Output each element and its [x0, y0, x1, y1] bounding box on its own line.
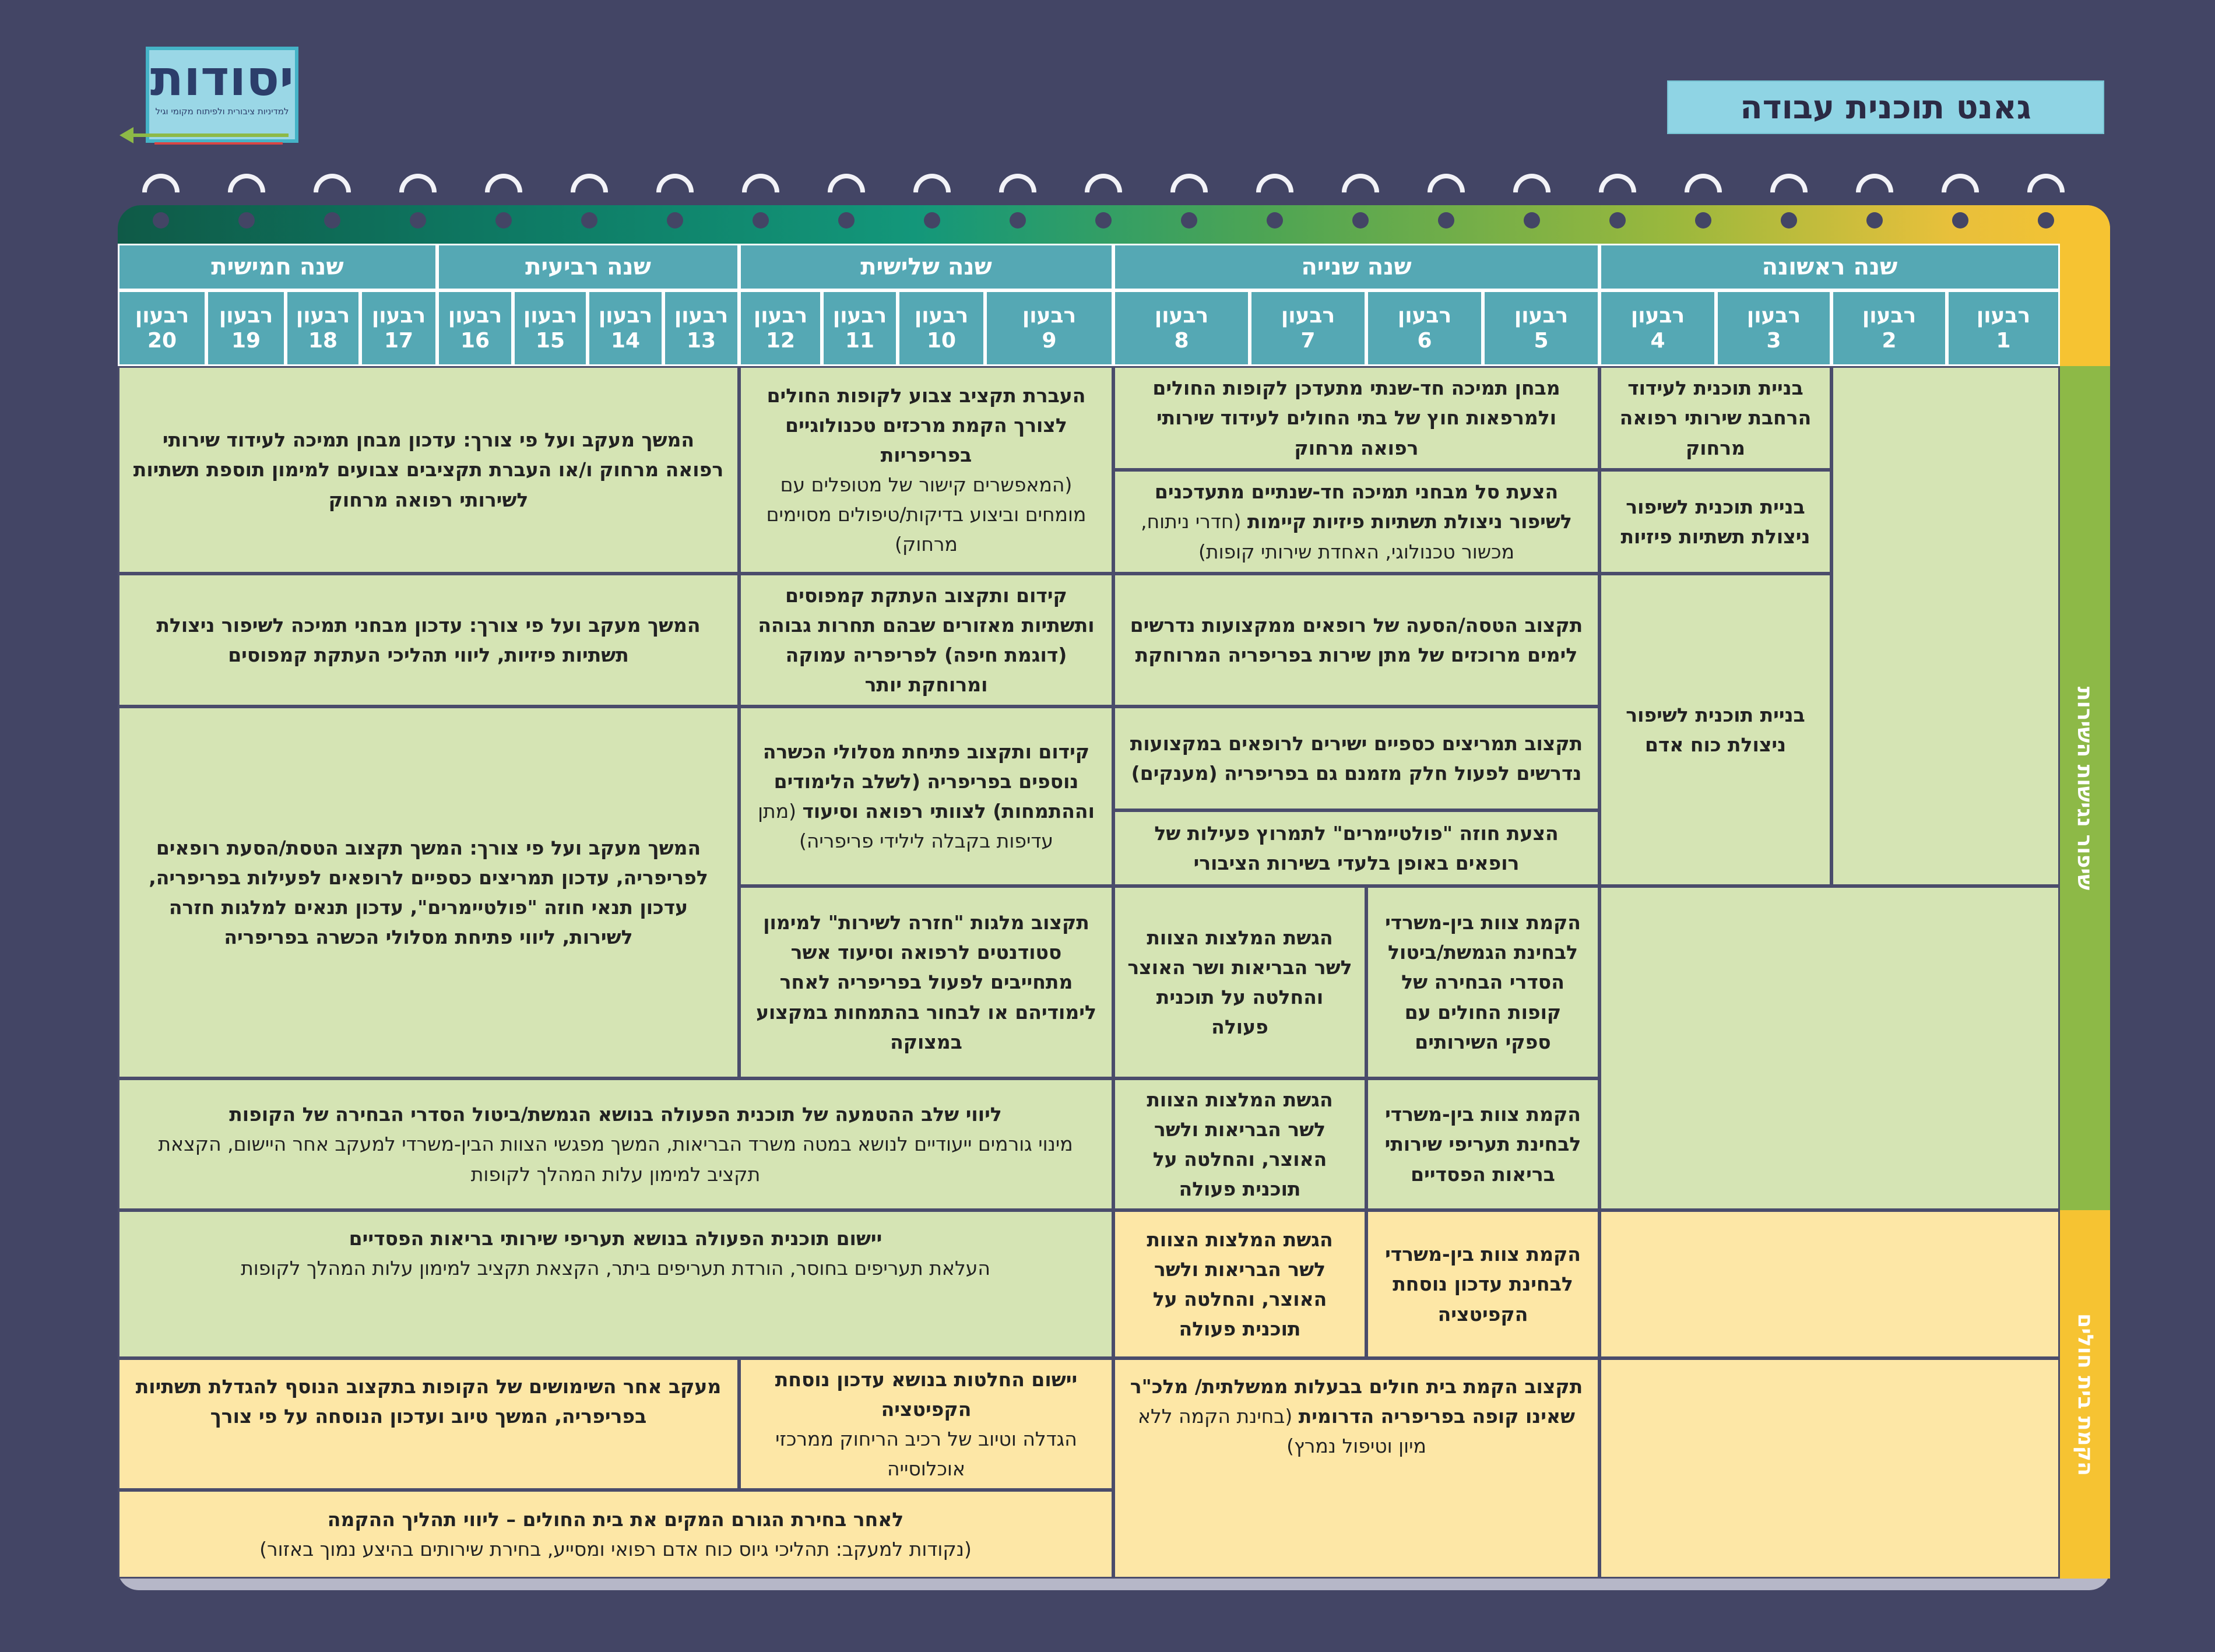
binder-hole-icon	[1609, 212, 1626, 229]
binder-hole-icon	[1695, 212, 1711, 229]
gantt-task: הקמת צוות בין-משרדי לבחינת הגמשת/ביטול הסדרי הבחירה של קופות החולים עם ספקי השירותים	[1366, 886, 1599, 1078]
quarter-label: רבעון	[598, 303, 653, 328]
quarter-number: 12	[765, 329, 796, 353]
quarter-label: רבעון	[914, 303, 969, 328]
quarter-number: 6	[1417, 329, 1432, 353]
gantt-task: ליווי שלב ההטמעה של תוכנית הפעולה בנושא הגמשת/ביטול הסדרי הבחירה של הקופות מינוי גורמים ייעודיים לנושא במטה משרד הבריאות, המשך מפגשי הצוות הבין-משרדי למעקב אחר היישום, הקצאת תקציב למימון עלות המהלך לקופות	[118, 1078, 1113, 1210]
quarter-header-15	[513, 290, 588, 366]
quarter-number: 15	[535, 329, 565, 353]
year-1-header: שנה ראשונה	[1599, 244, 2060, 290]
binder-hole-icon	[238, 212, 255, 229]
quarter-number: 4	[1650, 329, 1665, 353]
quarter-number: 2	[1882, 329, 1897, 353]
quarter-label: רבעון	[135, 303, 189, 328]
gantt-task: הקמת צוות בין-משרדי לבחינת עדכון נוסחת הקפיטציה	[1366, 1210, 1599, 1358]
quarter-number: 19	[231, 329, 261, 353]
gantt-task: יישום החלטות בנושא עדכון נוסחת הקפיטציה הגדלה וטיוב של רכיב הריחוק ממרכזי אוכלוסייה	[739, 1358, 1113, 1490]
gantt-task: הגשת המלצות הצוות לשר הבריאות ולשר האוצר, והחלטה על תוכנית פעולה	[1113, 1210, 1366, 1358]
quarter-header-17	[360, 290, 437, 366]
binder-hole-icon	[324, 212, 340, 229]
binder-hole-icon	[838, 212, 855, 229]
gantt-task: המשך מעקב ועל פי צורך: עדכון מבחן תמיכה לעידוד שירותי רפואה מרחוק ו/או העברת תקציבים צבועים למימון תוספת תשתיות לשירותי רפואה מרחוק	[118, 366, 739, 574]
gantt-task: תקצוב הקמת בית חולים בבעלות ממשלתית/ מלכ"ר שאינו קופה בפריפריה הדרומית (בחינת הקמה ללא מיון וטיפול נמרץ)	[1113, 1358, 1599, 1579]
binder-hole-icon	[1010, 212, 1026, 229]
quarter-header-4	[1599, 290, 1716, 366]
quarter-label: רבעון	[753, 303, 808, 328]
quarter-number: 10	[926, 329, 957, 353]
binder-hole-icon	[924, 212, 940, 229]
quarter-label: רבעון	[1281, 303, 1335, 328]
quarter-label: רבעון	[1514, 303, 1569, 328]
quarter-header-1	[1947, 290, 2060, 366]
quarter-header-18	[286, 290, 360, 366]
section-label-hospital: הקמת בית חולים	[2060, 1210, 2110, 1579]
quarter-label: רבעון	[1630, 303, 1685, 328]
quarter-number: 11	[845, 329, 875, 353]
quarter-header-13	[663, 290, 739, 366]
quarter-label: רבעון	[1397, 303, 1452, 328]
quarter-header-20	[118, 290, 206, 366]
logo: יסודות	[150, 50, 294, 107]
quarter-number: 16	[460, 329, 490, 353]
gantt-task: לאחר בחירת הגורם המקים את בית החולים – ליווי תהליך ההקמה (נקודות למעקב: תהליכי גיוס כוח אדם רפואי ומסייע, בחירת שירותים בהיצע נמוך באזור)	[118, 1490, 1113, 1579]
quarter-number: 5	[1534, 329, 1549, 353]
gantt-task: העברת תקציב צבוע לקופות החולים לצורך הקמת מרכזים טכנולוגיים בפריפריות (המאפשרים קישור של מטופלים עם מומחים וביצוע בדיקות/טיפולים מסוימים מרחוק)	[739, 366, 1113, 574]
page-title: גאנט תוכנית עבודה	[1667, 80, 2104, 134]
empty-cell	[1599, 886, 2060, 1210]
quarter-header-7	[1250, 290, 1366, 366]
gantt-task: המשך מעקב ועל פי צורך: המשך תקצוב הטסת/הסעת רופאים לפריפריה, עדכון תמריצים כספיים לרופאים לפעילות בפריפריה, עדכון תנאי חוזה "פולטיימרים", עדכון תנאים למלגות חזרה לשירות, ליווי פתיחת מסלולי הכשרה בפריפריה	[118, 707, 739, 1078]
binder-hole-icon	[581, 212, 597, 229]
quarter-number: 18	[308, 329, 338, 353]
binder-hole-icon	[410, 212, 426, 229]
quarter-header-2	[1831, 290, 1947, 366]
empty-cell	[1831, 366, 2060, 886]
quarter-number: 14	[610, 329, 641, 353]
quarter-label: רבעון	[219, 303, 273, 328]
quarter-label: רבעון	[448, 303, 502, 328]
binder-hole-icon	[1438, 212, 1454, 229]
quarter-label: רבעון	[1022, 303, 1077, 328]
quarter-label: רבעון	[296, 303, 350, 328]
year-4-header: שנה רביעית	[437, 244, 739, 290]
quarter-header-9	[985, 290, 1113, 366]
gantt-task: בניית תוכנית לשיפור ניצולת כוח אדם	[1599, 574, 1831, 886]
quarter-label: רבעון	[832, 303, 887, 328]
empty-cell	[1599, 1210, 2060, 1358]
gantt-task: קידום ותקצוב פתיחת מסלולי הכשרה נוספים בפריפריה (לשלב הלימודים וההתמחות) לצוותי רפואה וסיעוד (מתן עדיפות בקבלה לילידי פריפריה)	[739, 707, 1113, 886]
binder-hole-icon	[1866, 212, 1883, 229]
binder-hole-icon	[1781, 212, 1797, 229]
quarter-header-10	[898, 290, 985, 366]
gantt-task: תקצוב מלגות "חזרה לשירות" למימון סטודנטים לרפואה וסיעוד אשר מתחייבים לפעול בפריפריה לאחר לימודיהם או לבחור בהתמחות במקצוע במצוקה	[739, 886, 1113, 1078]
quarter-number: 7	[1300, 329, 1316, 353]
binder-hole-icon	[1095, 212, 1112, 229]
quarter-label: רבעון	[371, 303, 426, 328]
quarter-label: רבעון	[1746, 303, 1801, 328]
gantt-task: תקצוב הטסה/הסעה של רופאים ממקצועות נדרשים לימים מרוכזים של מתן שירות בפריפריה המרוחקת	[1113, 574, 1599, 707]
binder-hole-icon	[1352, 212, 1369, 229]
binder-hole-icon	[495, 212, 512, 229]
gantt-task: הצעת חוזה "פולטיימרים" לתמרוץ פעילות של רופאים באופן בלעדי בשירות הציבורי	[1113, 810, 1599, 886]
binder-hole-icon	[1267, 212, 1283, 229]
section-label-access: שיפור נגישות השירות	[2060, 366, 2110, 1210]
quarter-label: רבעון	[1154, 303, 1209, 328]
year-2-header: שנה שנייה	[1113, 244, 1599, 290]
gantt-task: הגשת המלצות הצוות לשר הבריאות ולשר האוצר, והחלטה על תוכנית פעולה	[1113, 1078, 1366, 1210]
binder-hole-icon	[1181, 212, 1197, 229]
quarter-number: 3	[1766, 329, 1781, 353]
year-3-header: שנה שלישית	[739, 244, 1113, 290]
binder-hole-icon	[753, 212, 769, 229]
quarter-number: 1	[1996, 329, 2011, 353]
binder-hole-icon	[667, 212, 683, 229]
quarter-number: 9	[1042, 329, 1057, 353]
quarter-label: רבעון	[523, 303, 578, 328]
quarter-header-14	[588, 290, 663, 366]
gantt-task: קידום ותקצוב העתקת קמפוסים ותשתיות מאזורים שבהם תחרות גבוהה (דוגמת חיפה) לפריפריה עמוקה ומרוחקת יותר	[739, 574, 1113, 707]
quarter-header-5	[1483, 290, 1599, 366]
year-5-header: שנה חמישית	[118, 244, 437, 290]
quarter-header-19	[206, 290, 286, 366]
gantt-task: תקצוב תמריצים כספיים ישירים לרופאים במקצועות נדרשים לפעול חלק מזמנם גם בפריפריה (מענקים)	[1113, 707, 1599, 810]
logo-tagline: למדיניות ציבורית ולפיתוח מקומי וגיל	[155, 106, 289, 117]
quarter-label: רבעון	[1976, 303, 2031, 328]
quarter-header-16	[437, 290, 513, 366]
quarter-label: רבעון	[674, 303, 729, 328]
empty-cell	[1599, 1358, 2060, 1579]
gantt-task: הצעת סל מבחני תמיכה חד-שנתיים מתעדכנים לשיפור ניצולת תשתיות פיזיות קיימות (חדרי ניתוח, מכשור טכנולוגי, האחדת שירותי קופות)	[1113, 470, 1599, 574]
quarter-number: 17	[384, 329, 414, 353]
quarter-number: 13	[686, 329, 716, 353]
quarter-header-11	[822, 290, 898, 366]
gantt-task: בניית תוכנית לעידוד הרחבת שירותי רפואה מרחוק	[1599, 366, 1831, 470]
binder-hole-icon	[1524, 212, 1540, 229]
quarter-header-12	[739, 290, 822, 366]
gantt-task: המשך מעקב ועל פי צורך: עדכון מבחני תמיכה לשיפור ניצולת תשתיות פיזיות, ליווי תהליכי העתקת קמפוסים	[118, 574, 739, 707]
gantt-task: מעקב אחר השימושים של הקופות בתקצוב הנוסף להגדלת תשתיות בפריפריה, המשך טיוב ועדכון הנוסחה על פי צורך	[118, 1358, 739, 1490]
gantt-task: יישום תוכנית הפעולה בנושא תעריפי שירותי בריאות הפסדיים העלאת תעריפים בחוסר, הורדת תעריפים ביתר, הקצאת תקציב למימון עלות המהלך לקופות	[118, 1210, 1113, 1358]
binder-hole-icon	[1952, 212, 1968, 229]
gantt-task: הקמת צוות בין-משרדי לבחינת תעריפי שירותי בריאות הפסדיים	[1366, 1078, 1599, 1210]
binder-hole-icon	[153, 212, 169, 229]
quarter-header-3	[1716, 290, 1831, 366]
logo-arrow-icon	[119, 124, 294, 153]
quarter-number: 8	[1174, 329, 1189, 353]
quarter-header-6	[1366, 290, 1483, 366]
quarter-header-8	[1113, 290, 1250, 366]
quarter-number: 20	[147, 329, 177, 353]
binder-hole-icon	[2038, 212, 2054, 229]
gantt-task: מבחן תמיכה חד-שנתי מתעדכן לקופות החולים ולמרפאות חוץ של בתי החולים לעידוד שירותי רפואה מרחוק	[1113, 366, 1599, 470]
gantt-task: בניית תוכנית לשיפור ניצולת תשתיות פיזיות	[1599, 470, 1831, 574]
gantt-task: הגשת המלצות הצוות לשר הבריאות ושר האוצר והחלטה על תוכנית פעולה	[1113, 886, 1366, 1078]
quarter-label: רבעון	[1862, 303, 1917, 328]
